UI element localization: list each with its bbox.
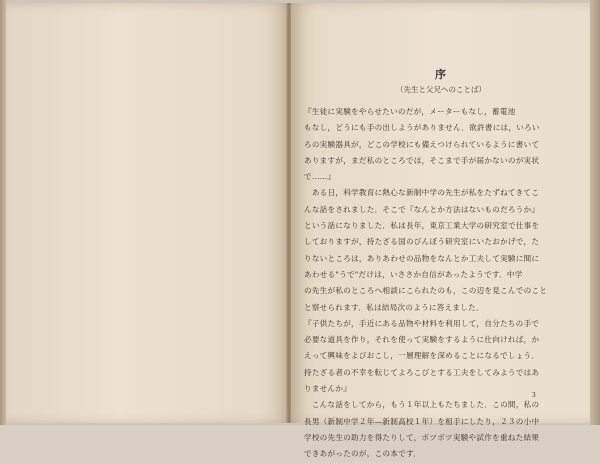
text-line: で……』	[304, 172, 336, 182]
right-page-edge	[590, 0, 600, 425]
text-line: 学校の先生の助力を得たりして，ボツボツ実験や試作を重ねた結果	[304, 432, 540, 442]
text-line: こんな話をしてから，もう１年以上もたちました．この間，私の	[304, 400, 540, 410]
text-line: あわせる"うで"だけは，いささか自信があったようです．中学	[304, 269, 523, 279]
text-line: と察せられます．私は結局次のように答えました．	[304, 302, 484, 312]
text-line: 『生徒に実験をやらせたいのだが，メーターもなし，蓄電池	[304, 107, 516, 116]
text-line: という話になりました．私は長年，東京工業大学の研究室で仕事を	[304, 221, 540, 231]
text-line: 『子供たちが，手近にある品物や材料を利用して，自分たちの手で	[304, 318, 540, 328]
text-line: しておりますが，持たざる国のびんぼう研究室にいたおかげで，た	[304, 237, 540, 247]
text-line: ありますが，まだ私のところでは，そこまで手が届かないのが実状	[304, 155, 540, 165]
text-line: の先生が私のところへ相談にこられたのも，この辺を見こんでのこと	[304, 286, 548, 296]
page-number: 3	[532, 392, 536, 399]
text-line: 必要な道具を作り，それを使って実験をするように仕向ければ，か	[304, 335, 540, 345]
left-page-blank	[6, 3, 289, 423]
text-line: ろの実験器具が，どこの学校にも備えつけられているように書いて	[304, 139, 540, 149]
text-line: もなし，どうにも手の出しようがありません．欲許書には，いろい	[304, 123, 540, 133]
text-line: 長男（新制中学２年―新制高校１年）を相手にしたり，２３の小中	[304, 416, 540, 426]
text-line: んな話をされました．そこで『なんとか方法はないものだろうか』	[304, 204, 540, 214]
text-line: できあがったのが，この本です．	[304, 449, 422, 459]
body-text	[304, 104, 582, 459]
text-line: えって興味をよびおこし，一層理解を深めることになるでしょう．	[304, 351, 540, 361]
text-line: りないところは，ありあわせの品物をなんとか工夫して実験に間に	[304, 253, 540, 263]
text-line: りませんか』	[304, 384, 352, 394]
page-title: 序	[435, 68, 447, 81]
page-subtitle: （先生と父兄へのことば）	[396, 85, 486, 94]
text-line: ある日，科学教育に熱心な新制中学の先生が私をたずねてきてこ	[304, 188, 540, 198]
text-line: 持たざる者の不幸を転じてよろこびとする工夫をしてみようではあ	[304, 367, 540, 377]
